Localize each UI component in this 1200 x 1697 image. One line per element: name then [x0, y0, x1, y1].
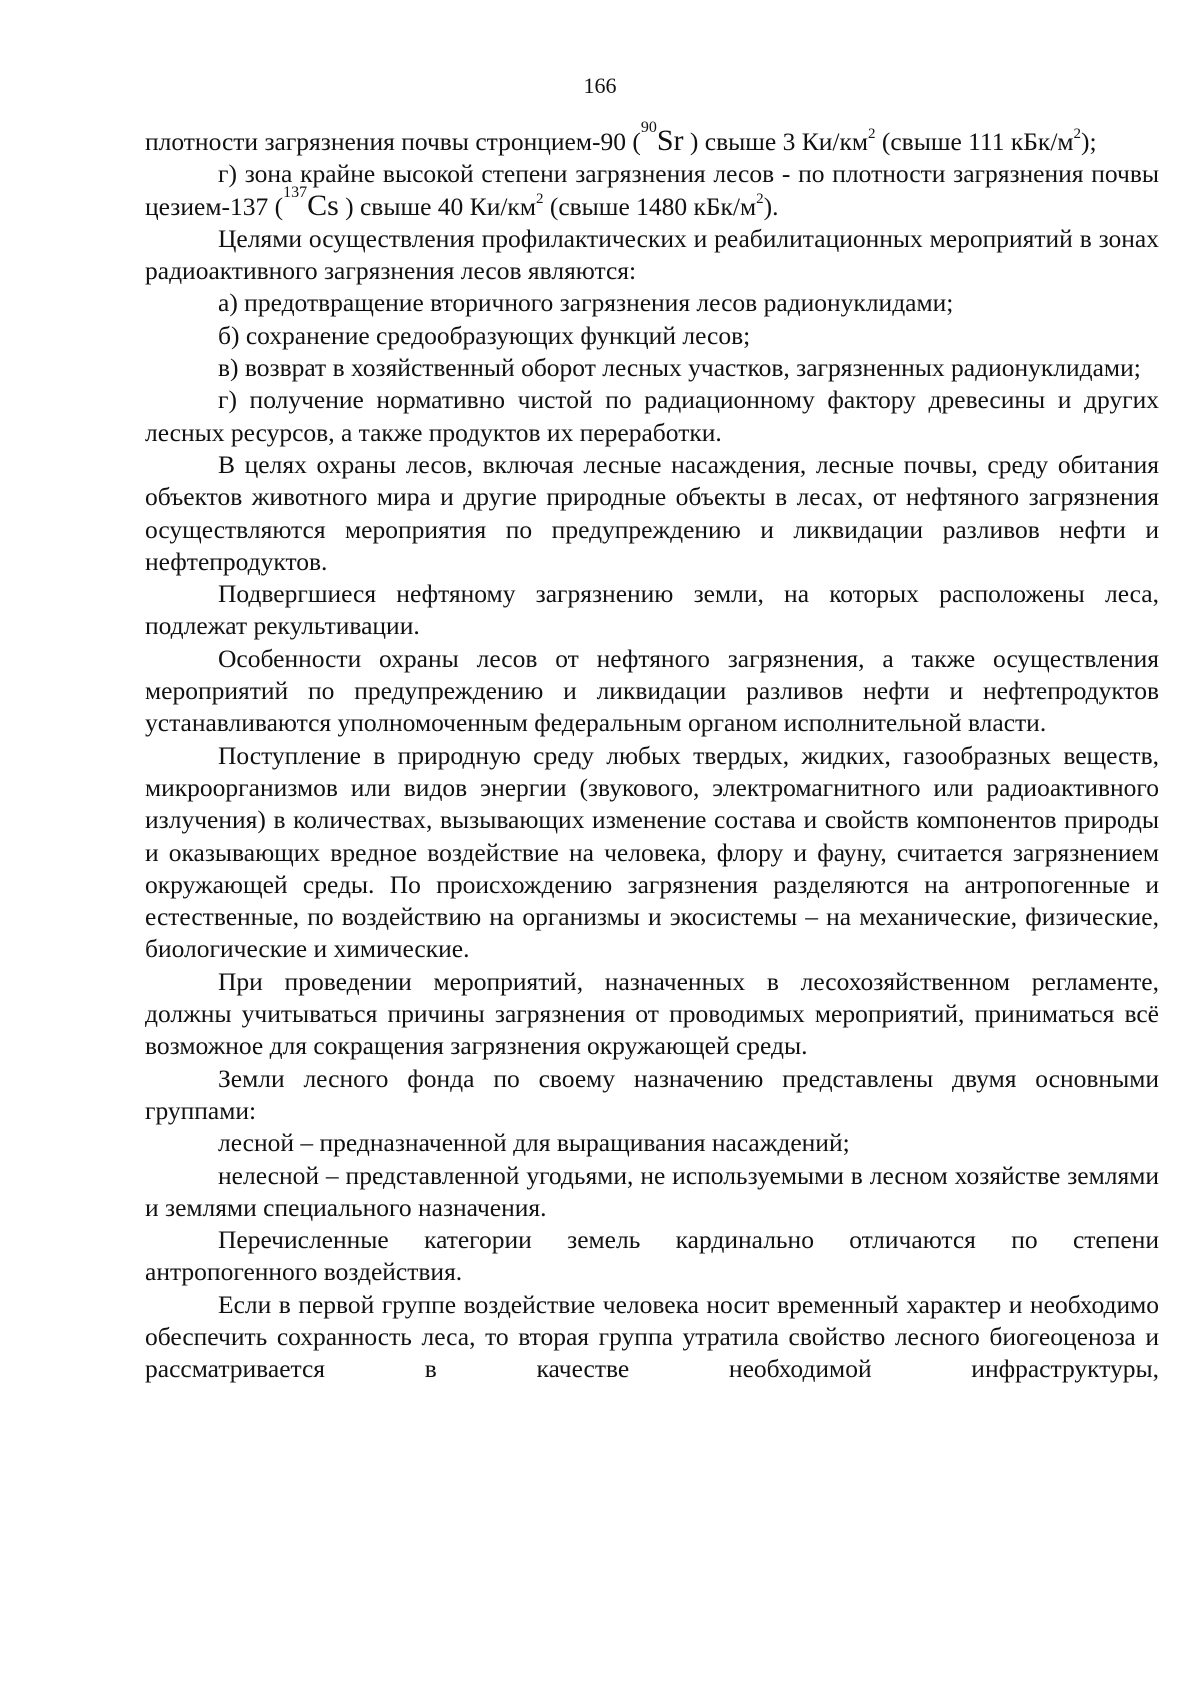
list-item: нелесной – представленной угодьями, не используемыми в лесном хозяйстве землями и землями специального назначения. — [145, 1160, 1159, 1222]
isotope-symbol: Cs — [307, 188, 339, 222]
text-run: (свыше 1480 кБк/м — [543, 191, 757, 221]
text-run: г) зона крайне высокой степени загрязнения лесов - по плотности загрязнения почвы цезием-137 ( — [145, 159, 1159, 221]
paragraph: При проведении мероприятий, назначенных в лесохозяйственном регламенте, должны учитываться причины загрязнения от проводимых мероприятий, приниматься всё возможное для сокращения загрязнения окружающей среды. — [145, 966, 1159, 1061]
text-run: (свыше 111 кБк/м — [875, 127, 1074, 156]
paragraph: Целями осуществления профилактических и реабилитационных мероприятий в зонах радиоактивного загрязнения лесов являются: — [145, 223, 1159, 286]
paragraph: Если в первой группе воздействие человека носит временный характер и необходимо обеспечить сохранность леса, то вторая группа утратила свойство лесного биогеоценоза и рассматривается в качестве необходимой инфраструктуры, — [145, 1289, 1159, 1384]
document-body — [145, 119, 1159, 1386]
superscript: 2 — [756, 190, 764, 207]
superscript: 2 — [867, 126, 876, 142]
paragraph-strontium-zone — [145, 119, 1159, 158]
list-item: в) возврат в хозяйственный оборот лесных участков, загрязненных радионуклидами; — [218, 353, 1141, 383]
paragraph: Перечисленные категории земель кардинально отличаются по степени антропогенного воздействия. — [145, 1225, 1159, 1287]
paragraph: Поступление в природную среду любых твердых, жидких, газообразных веществ, микроорганизмов или видов энергии (звукового, электромагнитного или радиоактивного излучения) в количествах, вызывающих изменение состава и свойств компонентов природы и оказывающих вредное воздействие на человека, флору и фауну, считается загрязнением окружающей среды. По происхождению загрязнения разделяются на антропогенные и естественные, по воздействию на организмы и экосистемы – на механические, физические, биологические и химические. — [145, 740, 1159, 964]
list-item: г) получение нормативно чистой по радиационному фактору древесины и других лесных ресурсов, а также продуктов их переработки. — [145, 385, 1159, 447]
list-item: б) сохранение средообразующих функций лесов; — [218, 320, 751, 350]
text-run: ). — [763, 191, 779, 221]
paragraph: Особенности охраны лесов от нефтяного загрязнения, а также осуществления мероприятий по предупреждению и ликвидации разливов нефти и нефтепродуктов устанавливаются уполномоченным федеральным органом исполнительной власти. — [145, 643, 1159, 738]
superscript: 2 — [1073, 126, 1082, 142]
text-run: ) свыше 40 Ки/км — [345, 191, 536, 221]
isotope-mass-number: 90 — [640, 119, 657, 136]
page-number: 166 — [583, 73, 617, 98]
isotope-symbol: Sr — [656, 124, 684, 157]
text-run: плотности загрязнения почвы стронцием-90 ( — [145, 127, 641, 156]
paragraph: Земли лесного фонда по своему назначению представлены двумя основными группами: — [145, 1063, 1159, 1125]
isotope-mass-number: 137 — [283, 183, 308, 201]
text-run: ) свыше 3 Ки/км — [689, 127, 868, 156]
text-run: ); — [1081, 127, 1097, 156]
paragraph: В целях охраны лесов, включая лесные насаждения, лесные почвы, среду обитания объектов животного мира и другие природные объекты в лесах, от нефтяного загрязнения осуществляются мероприятия по предупреждению и ликвидации разливов нефти и нефтепродуктов. — [145, 449, 1159, 576]
list-item: лесной – предназначенной для выращивания насаждений; — [218, 1128, 850, 1158]
list-item: а) предотвращение вторичного загрязнения лесов радионуклидами; — [218, 288, 954, 318]
superscript: 2 — [535, 190, 544, 207]
paragraph-cesium-zone — [145, 158, 1159, 223]
paragraph: Подвергшиеся нефтяному загрязнению земли, на которых расположены леса, подлежат рекультивации. — [145, 579, 1159, 641]
